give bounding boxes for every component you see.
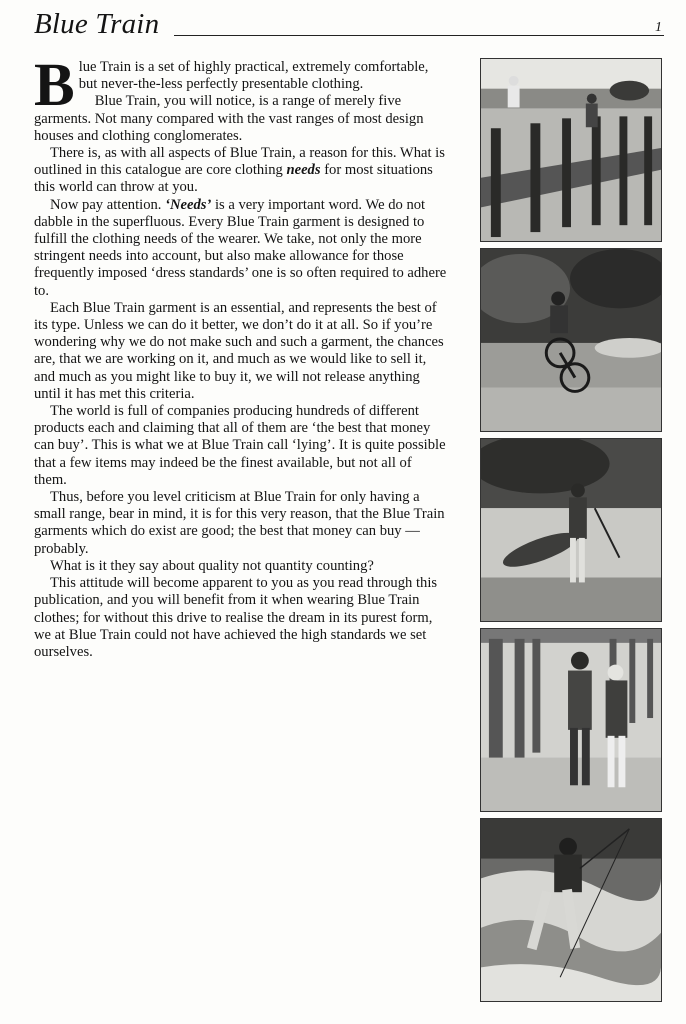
- cyclist-photo: [480, 248, 662, 432]
- header-rule: [174, 35, 664, 36]
- jetty-photo: [480, 58, 662, 242]
- article-body: [34, 52, 448, 661]
- angler-photo: [480, 818, 662, 1002]
- paragraph: What is it they say about quality not quantity counting?: [50, 557, 374, 574]
- paragraph: Now pay attention. ‘Needs’ is a very important word. We do not dabble in the superfluous. Every Blue Train garment is designed to fulfill the clothing needs of the wearer. We take, not only the more stringent needs into account, but also make allowance for those frequently imposed ‘dress standards’ one is so often required to adhere to.: [34, 196, 447, 299]
- paragraph: Each Blue Train garment is an essential, and represents the best of its type. Unless we can do it better, we don’t do it at all. So if you’re wondering why we do not make such and such a garment, the chances are, that we are working on it, and much as we would like to sell it, and much as you might like to buy it, we will not release anything until it has met this criteria.: [34, 299, 444, 402]
- kayaker-photo: [480, 438, 662, 622]
- paragraph: This attitude will become apparent to you as you read through this publication, and you will benefit from it when wearing Blue Train clothes; for without this drive to realise the dream in its purest form, we at Blue Train could not have achieved the high standards we set ourselves.: [34, 575, 438, 660]
- paragraph-intro: Blue Train is a set of highly practical, extremely comfortable, but never-the-less perfectly presentable clothing.: [34, 52, 429, 119]
- drop-cap: B: [34, 52, 75, 119]
- page-number: 1: [655, 20, 662, 35]
- photo-column: [480, 58, 662, 1008]
- page-header: [34, 6, 664, 44]
- paragraph: There is, as with all aspects of Blue Train, a reason for this. What is outlined in this catalogue are core clothing needs for most situations this world can throw at you.: [34, 145, 445, 196]
- page-title: Blue Train: [34, 8, 160, 40]
- paragraph: Thus, before you level criticism at Blue Train for only having a small range, bear in mind, it is for this very reason, that the Blue Train garments which do exist are good; the best that money can buy — probably.: [34, 489, 445, 557]
- paragraph: Blue Train, you will notice, is a range of merely five garments. Not many compared with the vast ranges of most design houses and clothing conglomerates.: [34, 93, 424, 144]
- paragraph: The world is full of companies producing hundreds of different products each and claiming that all of them are ‘the best that money can buy’. This is what we at Blue Train call ‘lying’. It is quite possible that a few items may indeed be the finest available, but not all of them.: [34, 403, 446, 488]
- couple-walking-photo: [480, 628, 662, 812]
